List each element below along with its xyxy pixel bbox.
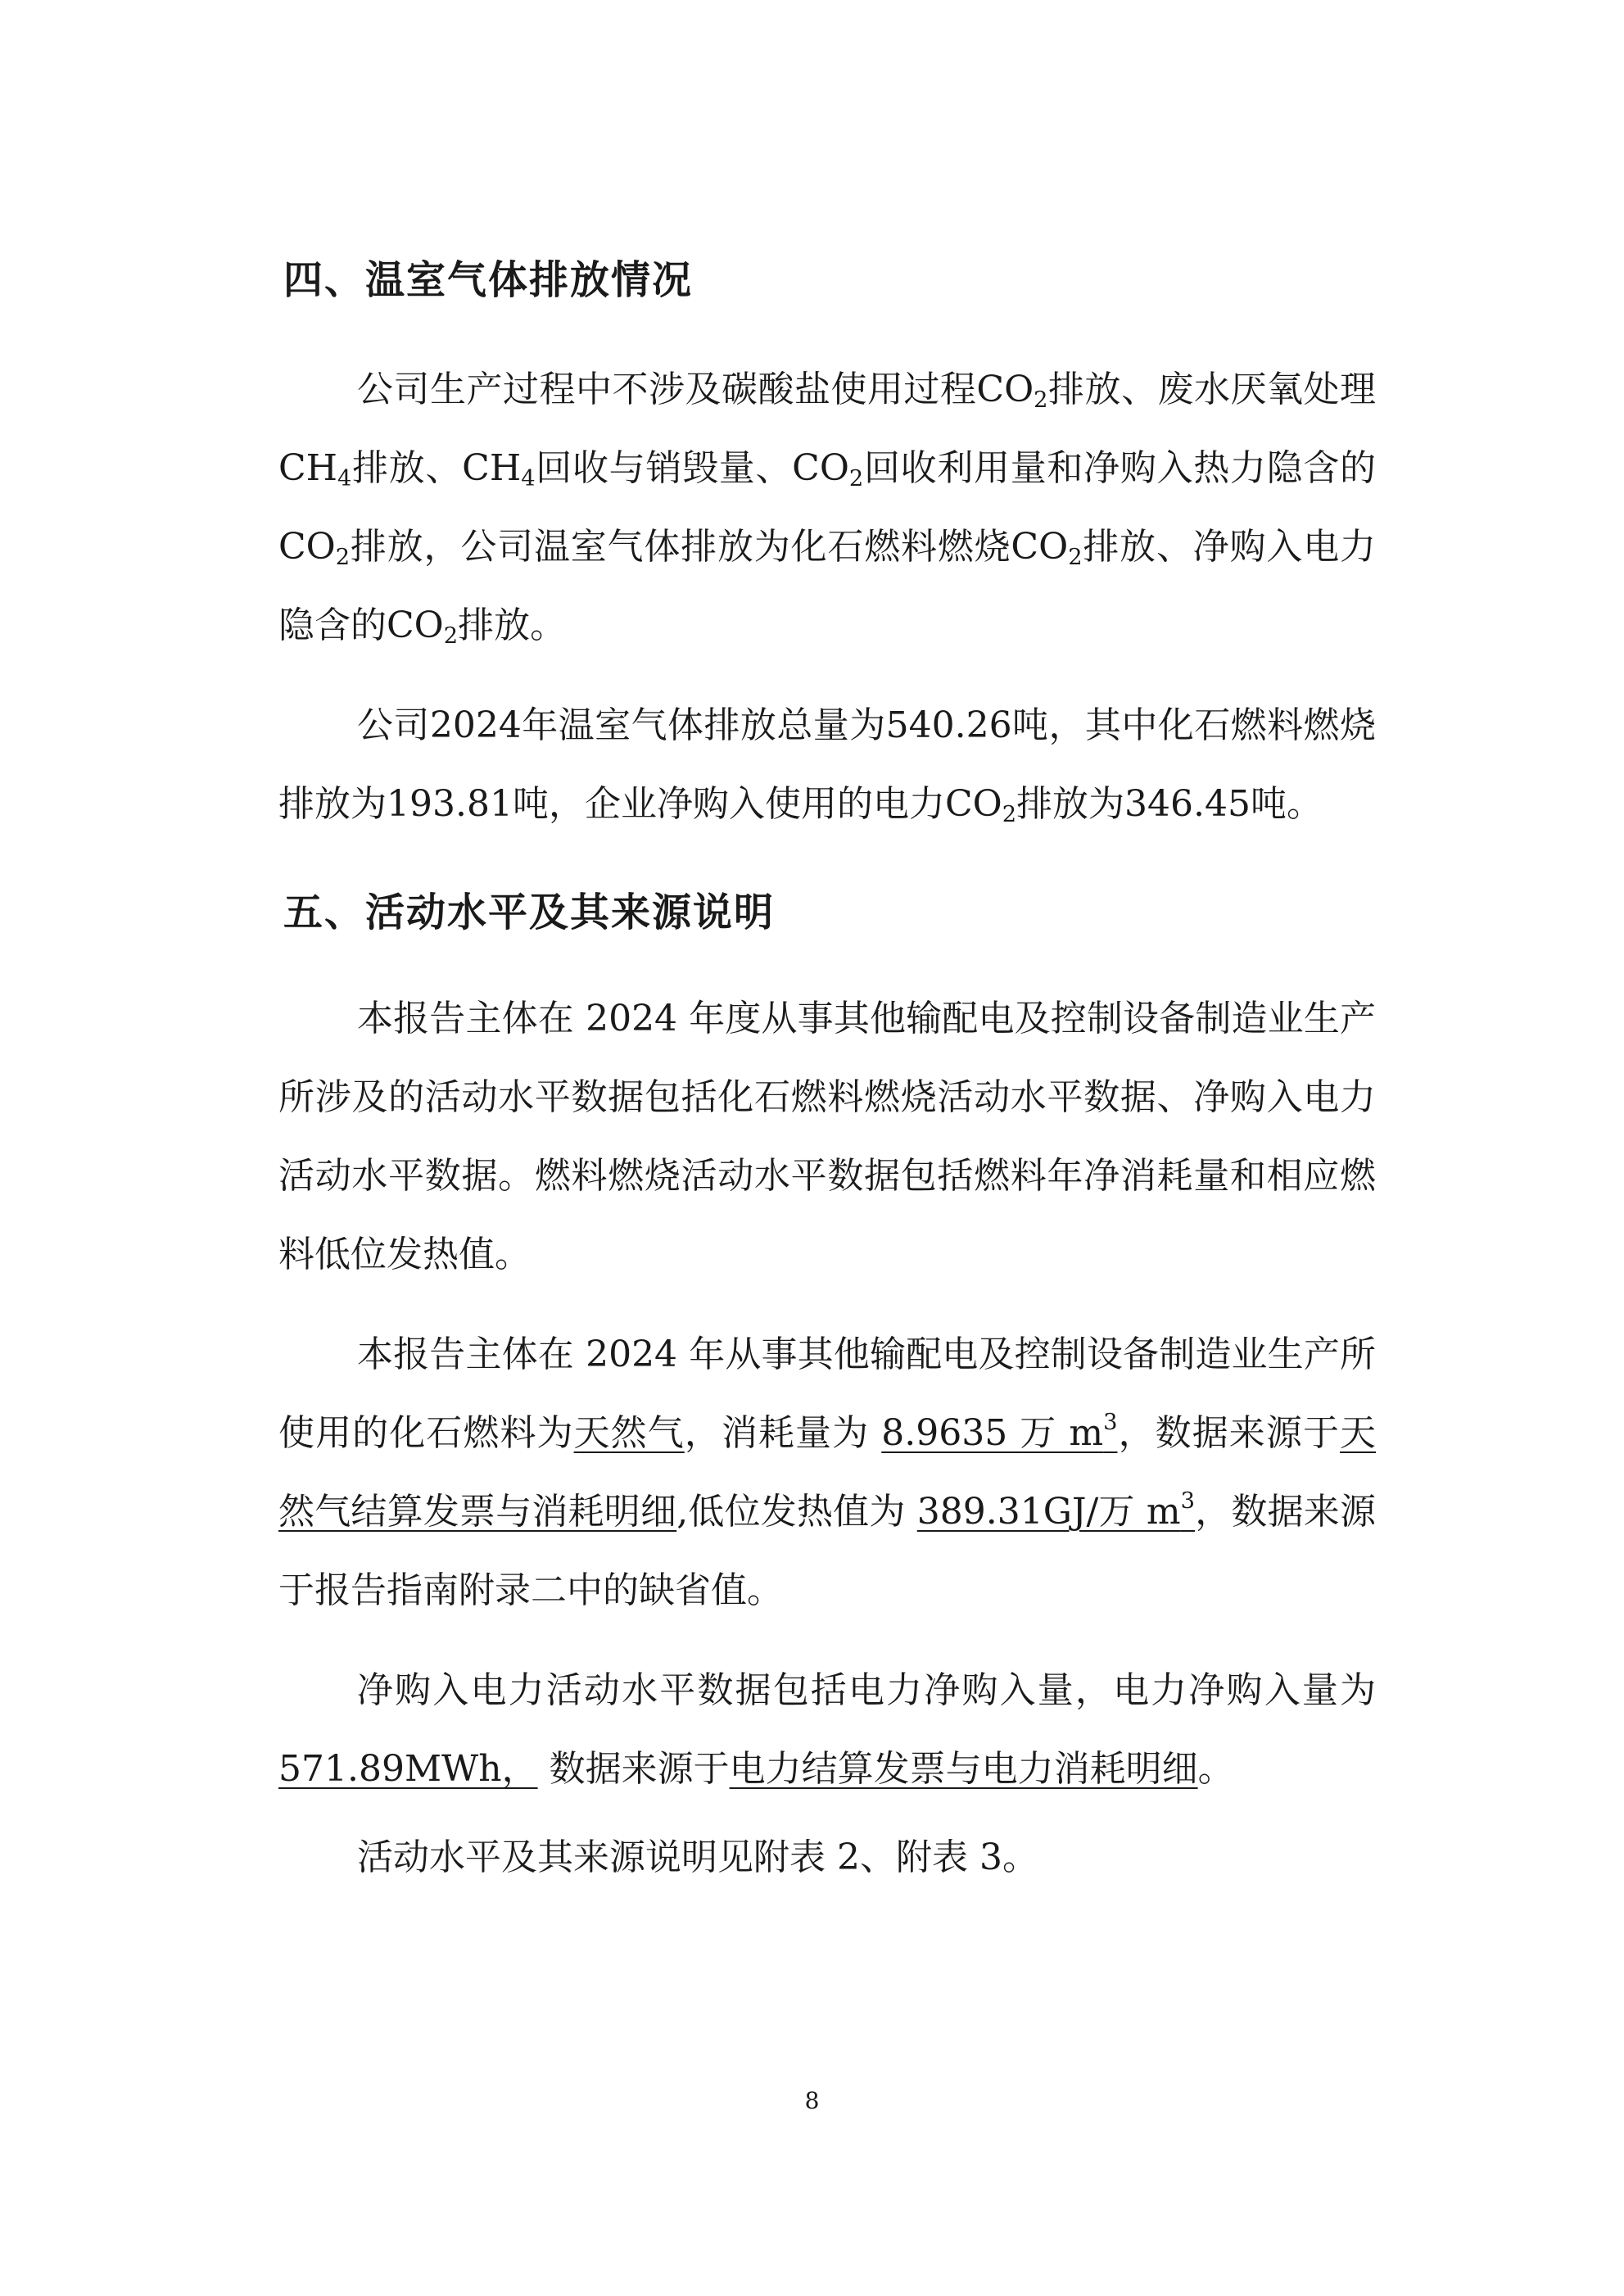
section-5-paragraph-4: 活动水平及其来源说明见附表 2、附表 3。 <box>357 1836 1038 1878</box>
section-5-paragraph-1: 本报告主体在 2024 年度从事其他输配电及控制设备制造业生产所涉及的活动水平数据包括化石燃料燃烧活动水平数据、净购入电力活动水平数据。燃料燃烧活动水平数据包括燃料年净消耗量和相应燃料低位发热值。 <box>278 998 1376 1275</box>
electricity-amount: 571.89MWh， <box>278 1748 538 1790</box>
fuel-consumption: 8.9635 万 $m^3$ <box>881 1409 1118 1454</box>
calorific-value: 389.31GJ/万 $m^3$ <box>916 1488 1196 1533</box>
section-5-paragraph-2: 本报告主体在 2024 年从事其他输配电及控制设备制造业生产所使用的化石燃料为天然气，消耗量为 8.9635 万 $m^3$，数据来源于天然气结算发票与消耗明细,低位发热值为 389.31GJ/万 $m^3$，数据来源于报告指南附录二中的缺省值。 <box>278 1334 1377 1611</box>
page-number: 8 <box>804 2087 820 2114</box>
section-4-heading: 四、温室气体排放情况 <box>283 257 694 303</box>
section-4-paragraph-2: 公司2024年温室气体排放总量为540.26吨，其中化石燃料燃烧排放为193.81吨，企业净购入使用的电力$CO_2$排放为346.45吨。 <box>278 704 1376 827</box>
section-5-heading: 五、活动水平及其来源说明 <box>283 890 776 935</box>
fuel-type: 天然气 <box>573 1412 685 1454</box>
section-5-paragraph-3: 净购入电力活动水平数据包括电力净购入量，电力净购入量为 571.89MWh， 数据来源于电力结算发票与电力消耗明细。 <box>278 1669 1376 1790</box>
section-4-paragraph-1: 公司生产过程中不涉及碳酸盐使用过程$CO_2$排放、废水厌氧处理$CH_4$排放、$CH_4$回收与销毁量、$CO_2$回收利用量和净购入热力隐含的$CO_2$排放，公司温室气体排放为化石燃料燃烧$CO_2$排放、净购入电力隐含的$CO_2$排放。 <box>278 369 1377 649</box>
fuel-data-source: 天然气结算发票与消耗明细 <box>278 1412 1377 1533</box>
electricity-data-source: 电力结算发票与电力消耗明细 <box>729 1748 1198 1790</box>
